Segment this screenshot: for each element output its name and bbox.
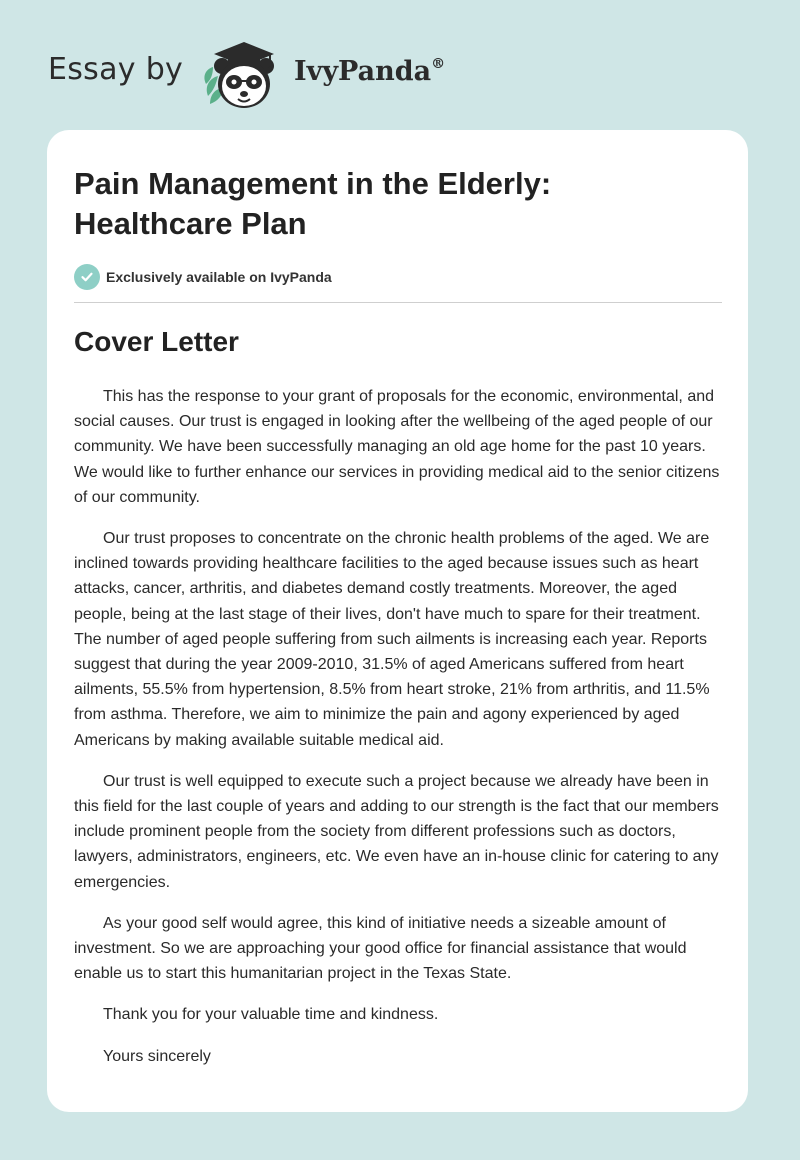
- section-heading: Cover Letter: [74, 326, 239, 357]
- article-title: Pain Management in the Elderly: Healthcare Plan: [74, 166, 552, 241]
- paragraph: Our trust is well equipped to execute such a project because we already have been in this field for the last couple of years and adding to our strength is the fact that our members include prominent people from the society from different professions such as doctors, lawyers, administrators, engineers, etc. We even have an in-house clinic for catering to any emergencies.: [74, 772, 719, 891]
- paragraph: This has the response to your grant of proposals for the economic, environmental, and social causes. Our trust is engaged in looking after the wellbeing of the aged people of our community. We have been successfully managing an old age home for the past 10 years. We would like to further enhance our services in providing medical aid to the senior citizens of our community.: [74, 388, 720, 506]
- panda-graduate-icon: [200, 36, 288, 112]
- registered-mark: ®: [431, 56, 446, 72]
- article-card: [47, 130, 748, 1112]
- article-body: [74, 384, 722, 1085]
- divider: [74, 302, 722, 303]
- exclusive-badge: [74, 264, 332, 290]
- paragraph: As your good self would agree, this kind of initiative needs a sizeable amount of investment. So we are approaching your good office for financial assistance that would enable us to start this humanitarian project in the Texas State.: [74, 914, 687, 983]
- brand-logo-text: [294, 56, 445, 87]
- site-header: [48, 34, 508, 112]
- exclusive-label: Exclusively available on IvyPanda: [106, 269, 332, 285]
- brand-name: IvyPanda: [294, 56, 432, 87]
- essay-by-label: Essay by: [48, 52, 184, 87]
- paragraph: Yours sincerely: [103, 1047, 211, 1065]
- paragraph: Our trust proposes to concentrate on the chronic health problems of the aged. We are inclined towards providing healthcare facilities to the aged because issues such as heart attacks, cancer, arthritis, and diabetes demand costly treatments. Moreover, the aged people, being at the last stage of their lives, don't have much to spare for their treatment. The number of aged people suffering from such ailments is increasing each year. Reports suggest that during the year 2009-2010, 31.5% of aged Americans suffered from heart ailments, 55.5% from hypertension, 8.5% from heart stroke, 21% from arthritis, and 11.5% from asthma. Therefore, we aim to minimize the pain and agony experienced by aged Americans by making available suitable medical aid.: [74, 530, 710, 749]
- check-icon: [74, 264, 100, 290]
- paragraph: Thank you for your valuable time and kindness.: [103, 1006, 439, 1024]
